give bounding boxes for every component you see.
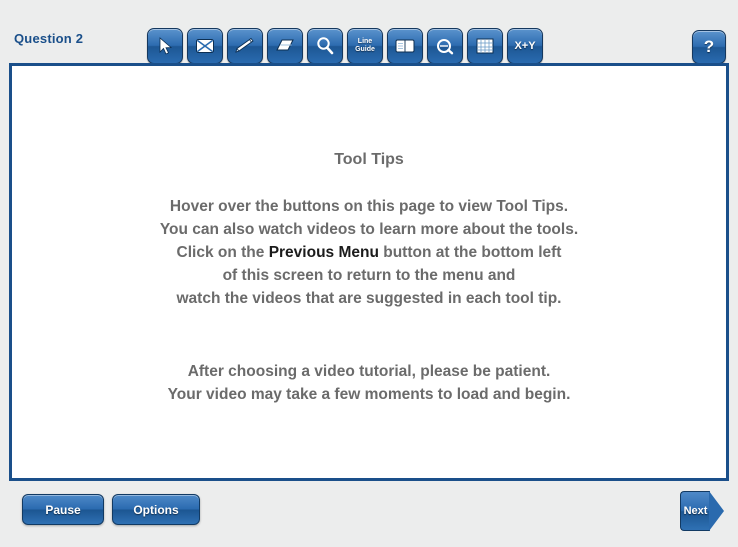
paragraph2-line-2: Your video may take a few moments to load and begin.: [167, 386, 571, 403]
paragraph1-line-2: You can also watch videos to learn more about the tools.: [159, 221, 579, 238]
paragraph1-line-5: watch the videos that are suggested in each tool tip.: [176, 290, 562, 307]
highlighter-icon: [434, 37, 456, 55]
bottom-toolbar: [0, 481, 738, 547]
paragraph1-line-4: of this screen to return to the menu and: [222, 267, 516, 284]
line-guide-tool-button[interactable]: [347, 28, 383, 64]
paragraph1-line-3: [12, 241, 726, 264]
question-label: Question 2: [14, 31, 84, 46]
grid-icon: [475, 37, 495, 55]
pointer-tool-button[interactable]: [147, 28, 183, 64]
tool-tips-paragraph-2: [12, 360, 726, 406]
next-button-label: Next: [680, 491, 710, 531]
notepad-icon: [394, 37, 416, 55]
answer-eliminator-tool-button[interactable]: [187, 28, 223, 64]
next-button[interactable]: [680, 491, 724, 531]
paragraph1-line-3-pre: Click on the: [176, 244, 269, 261]
top-toolbar: [0, 0, 738, 64]
pencil-icon: [234, 37, 256, 55]
eraser-icon: [274, 37, 296, 55]
notes-tool-button[interactable]: [387, 28, 423, 64]
paragraph1-line-3-post: button at the bottom left: [378, 244, 562, 261]
pause-button[interactable]: Pause: [22, 494, 104, 525]
crossed-box-icon: [195, 37, 215, 55]
paragraph2-line-1: After choosing a video tutorial, please be patient.: [187, 363, 551, 380]
eraser-tool-button[interactable]: [267, 28, 303, 64]
line-guide-icon: Line Guide: [355, 38, 375, 53]
cursor-arrow-icon: [157, 37, 173, 55]
options-button[interactable]: Options: [112, 494, 200, 525]
help-button[interactable]: ?: [692, 30, 726, 64]
grid-tool-button[interactable]: [467, 28, 503, 64]
xy-axis-icon: X+Y: [514, 40, 536, 52]
next-arrow-icon: [709, 491, 724, 531]
coordinate-tool-button[interactable]: [507, 28, 543, 64]
page-title: Tool Tips: [334, 151, 404, 168]
previous-menu-emphasis: Previous Menu: [268, 244, 379, 261]
magnifier-tool-button[interactable]: [307, 28, 343, 64]
content-panel: [9, 63, 729, 481]
paragraph1-line-1: Hover over the buttons on this page to view Tool Tips.: [169, 198, 569, 215]
tool-button-group: [147, 28, 543, 64]
pencil-tool-button[interactable]: [227, 28, 263, 64]
highlighter-tool-button[interactable]: [427, 28, 463, 64]
magnifier-icon: [315, 36, 335, 56]
tool-tips-paragraph-1: [12, 195, 726, 310]
